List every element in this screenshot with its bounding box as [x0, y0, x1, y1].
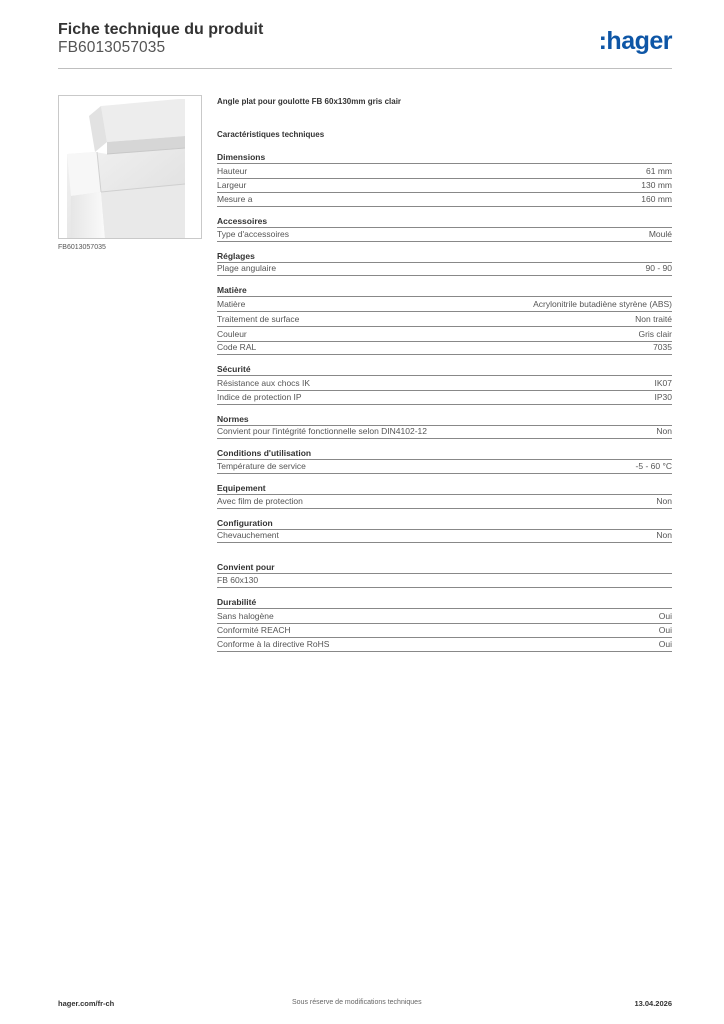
section-rows [217, 262, 672, 277]
section-rows [217, 296, 672, 355]
spec-row [217, 637, 672, 652]
spec-value: IP30 [654, 391, 672, 402]
spec-row [217, 163, 672, 178]
product-reference: FB6013057035 [58, 39, 166, 56]
spec-section [217, 413, 672, 440]
section-title: Réglages [217, 250, 255, 261]
spec-value: 61 mm [646, 165, 672, 176]
section-rows [217, 227, 672, 242]
hager-logo: :hager [598, 27, 672, 55]
footer-date: 13.04.2026 [634, 999, 672, 1008]
section-title: Dimensions [217, 152, 266, 162]
header-divider [58, 68, 672, 69]
spec-sections [217, 151, 672, 652]
spec-section [217, 151, 672, 207]
spec-label: Code RAL [217, 342, 257, 353]
section-rows [217, 425, 672, 440]
section-rows [217, 375, 672, 404]
image-caption: FB6013057035 [58, 244, 106, 251]
spec-section [217, 215, 672, 242]
spec-row [217, 341, 672, 356]
section-title: Matière [217, 285, 247, 296]
spec-section [217, 447, 672, 474]
spec-row [217, 459, 672, 474]
section-title: Conditions d'utilisation [217, 448, 312, 459]
trunking-angle-illustration [59, 96, 201, 238]
spec-row [217, 326, 672, 341]
spec-row [217, 529, 672, 544]
spec-value: 90 - 90 [645, 263, 672, 274]
spec-value: Oui [658, 639, 672, 650]
spec-label: Sans halogène [217, 610, 274, 621]
spec-section [217, 517, 672, 544]
spec-row [217, 311, 672, 326]
spec-section [217, 596, 672, 652]
spec-row [217, 262, 672, 277]
spec-row [217, 178, 672, 193]
spec-row [217, 573, 672, 588]
spec-label: Chevauchement [217, 530, 279, 541]
specifications [217, 96, 672, 660]
spec-value: Non traité [635, 313, 672, 324]
spec-value: 7035 [653, 342, 672, 353]
product-description: Angle plat pour goulotte FB 60x130mm gris clair [217, 97, 402, 106]
section-title: Equipement [217, 482, 266, 493]
spec-label: Température de service [217, 460, 306, 471]
spec-label: Type d'accessoires [217, 228, 290, 239]
section-rows [217, 529, 672, 544]
spec-label: Largeur [217, 180, 247, 191]
spec-row [217, 623, 672, 638]
spec-row [217, 390, 672, 405]
spec-label: Traitement de surface [217, 313, 300, 324]
spec-label: Convient pour l'intégrité fonctionnelle selon DIN4102-12 [217, 426, 428, 437]
spec-label: Hauteur [217, 165, 248, 176]
spec-value: Non [656, 530, 672, 541]
spec-value: Non [656, 426, 672, 437]
spec-value: IK07 [654, 377, 672, 388]
spec-section [217, 561, 672, 588]
section-rows [217, 459, 672, 474]
section-title: Configuration [217, 517, 273, 528]
product-image [58, 95, 202, 239]
spec-value: Acrylonitrile butadiène styrène (ABS) [533, 299, 672, 310]
spec-label: Matière [217, 299, 246, 310]
spec-value: 130 mm [641, 180, 672, 191]
section-rows [217, 494, 672, 509]
spec-row [217, 425, 672, 440]
spec-label: Conformité REACH [217, 625, 291, 636]
section-title: Convient pour [217, 562, 275, 573]
spec-value: Gris clair [638, 328, 672, 339]
spec-value: Oui [658, 610, 672, 621]
spec-value: Moulé [648, 228, 672, 239]
spec-row [217, 192, 672, 207]
spec-label: Indice de protection IP [217, 391, 302, 402]
spec-label: Résistance aux chocs IK [217, 377, 311, 388]
spec-section [217, 284, 672, 355]
spec-value: Oui [658, 625, 672, 636]
spec-row [217, 494, 672, 509]
technical-characteristics-title: Caractéristiques techniques [217, 130, 325, 139]
spec-label: Avec film de protection [217, 495, 303, 506]
section-title: Durabilité [217, 597, 257, 607]
section-rows [217, 608, 672, 652]
section-title: Accessoires [217, 216, 268, 227]
spec-label: Conforme à la directive RoHS [217, 639, 330, 650]
section-title: Normes [217, 413, 249, 424]
footer-website: hager.com/fr-ch [58, 999, 115, 1008]
footer-disclaimer: Sous réserve de modifications techniques [292, 999, 422, 1006]
spec-row [217, 227, 672, 242]
spec-value: -5 - 60 °C [635, 460, 672, 471]
spec-section [217, 363, 672, 404]
spec-label: FB 60x130 [217, 575, 259, 585]
spec-section [217, 250, 672, 277]
section-rows [217, 163, 672, 207]
spec-value: Non [656, 495, 672, 506]
spec-row [217, 375, 672, 390]
section-rows [217, 573, 672, 588]
document-title: Fiche technique du produit [58, 21, 264, 38]
spec-label: Mesure a [217, 194, 253, 205]
section-title: Sécurité [217, 364, 251, 375]
spec-row [217, 296, 672, 311]
spec-row [217, 608, 672, 623]
spec-value: 160 mm [641, 194, 672, 205]
spec-label: Couleur [217, 328, 247, 339]
spec-label: Plage angulaire [217, 263, 277, 274]
spec-section [217, 482, 672, 509]
